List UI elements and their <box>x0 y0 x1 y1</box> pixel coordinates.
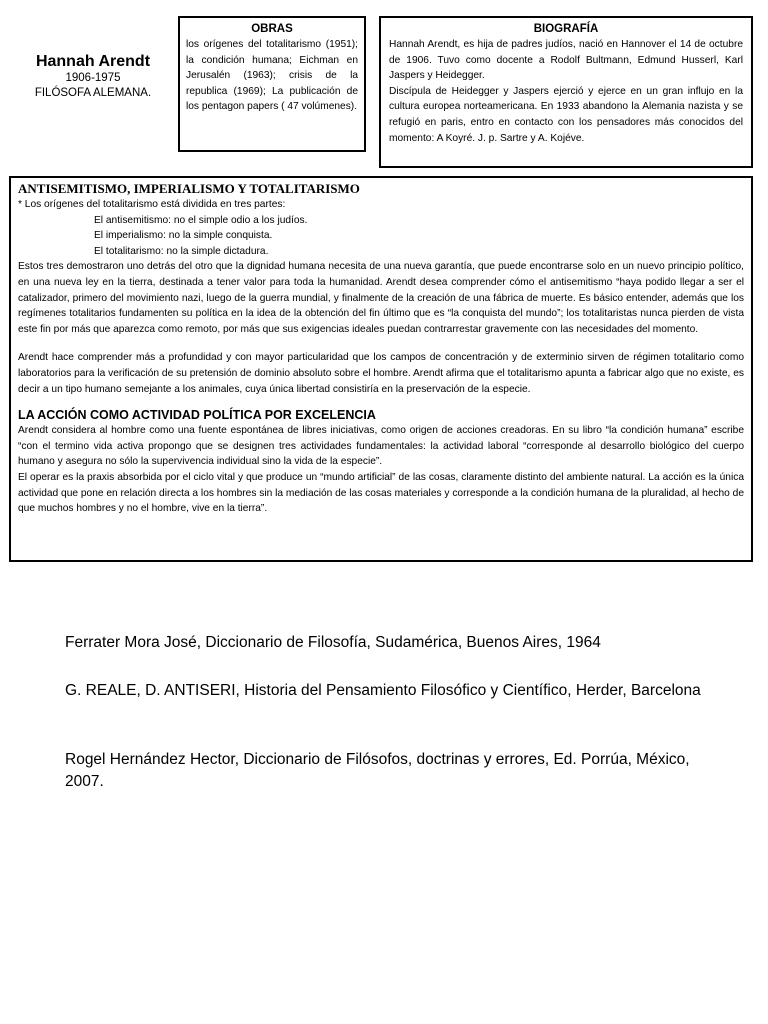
biografia-box <box>379 16 753 168</box>
reference-2: G. REALE, D. ANTISERI, Historia del Pensamiento Filosófico y Científico, Herder, Barcelona <box>65 682 701 699</box>
author-header <box>18 52 168 101</box>
subsection-title: LA ACCIÓN COMO ACTIVIDAD POLÍTICA POR EXCELENCIA <box>18 408 376 423</box>
author-role: FILÓSOFA ALEMANA. <box>34 87 152 99</box>
author-years: 1906-1975 <box>65 72 121 84</box>
biografia-paragraph-1: Hannah Arendt, es hija de padres judíos, nació en Hannover el 14 de octubre de 1906. Tuvo como docente a Rodolf Bultmann, Edmund Husserl, Karl Jaspers y Heidegger. <box>389 39 743 82</box>
intro-line: * Los orígenes del totalitarismo está dividida en tres partes: <box>18 199 286 210</box>
obras-title: OBRAS <box>251 23 293 35</box>
main-content-box <box>9 176 753 562</box>
part-item-totalitarismo: El totalitarismo: no la simple dictadura. <box>94 245 269 257</box>
paragraph-3: Arendt considera al hombre como una fuente espontánea de libres iniciativas, como origen de acciones creadoras. En su libro “la condición humana” escribe “con el termino vida activa propongo que se designen tres actividades fundamentales: la actividad laboral “corresponde al desarrollo biológico del cuerpo humano y asegura no sólo la supervivencia individual sino la vida de la especie”. <box>18 425 744 468</box>
biografia-title: BIOGRAFÍA <box>533 23 599 35</box>
section-title: ANTISEMITISMO, IMPERIALISMO Y TOTALITARISMO <box>18 181 360 196</box>
biografia-paragraph-2: Discípula de Heidegger y Jaspers ejerció y ejerce en un gran influjo en la cultura europea norteamericana. En 1933 abandono la Alemania nazista y se refugió en paris, entro en contacto con los pensadores más conocidos del momento: A Koyré. J. p. Sartre y A. Kojéve. <box>389 85 743 144</box>
obras-text: los orígenes del totalitarismo (1951); la condición humana; Eichman en Jerusalén (1963); crisis de la republica (1969); La publicación de los pentagon papers ( 47 volúmenes). <box>186 39 358 113</box>
reference-1: Ferrater Mora José, Diccionario de Filosofía, Sudamérica, Buenos Aires, 1964 <box>65 634 601 651</box>
obras-box <box>178 16 366 152</box>
part-item-imperialismo: El imperialismo: no la simple conquista. <box>94 230 273 242</box>
author-name: Hannah Arendt <box>35 53 151 70</box>
paragraph-2: Arendt hace comprender más a profundidad y con mayor particularidad que los campos de concentración y de exterminio sirven de régimen totalitario como laboratorios para la verificación de su pretensión de dominio absoluto sobre el hombre. Arendt afirma que el totalitarismo apunta a fabricar algo que no existe, es decir a un tipo humano semejante a los animales, cuya única libertad consistiría en la preservación de la especie. <box>18 352 744 395</box>
paragraph-4: El operar es la praxis absorbida por el ciclo vital y que produce un “mundo artificial” de las cosas, claramente distinto del ambiente natural. La acción es la única actividad que pone en relación directa a los hombres sin la mediación de las cosas materiales y corresponde a la condición humana de la pluralidad, al hecho de que muchos hombres y no el hombre, vive en la tierra”. <box>18 471 745 515</box>
reference-3: Rogel Hernández Hector, Diccionario de Filósofos, doctrinas y errores, Ed. Porrúa, México, 2007. <box>65 751 690 790</box>
paragraph-1: Estos tres demostraron uno detrás del otro que la dignidad humana necesita de una nueva garantía, que puede encontrarse solo en un nuevo principio político, en una nueva ley en la tierra, destinada a tener valor para toda la humanidad. Arendt desea comprender cómo el antisemitismo “haya podido llegar a ser el catalizador, primero del movimiento nazi, luego de la guerra mundial, y finalmente de la creación de una fábrica de muerte. Es básico entender, además que los regímenes totalitarios fundamenten su política en la idea de la obtención del fin último que es “la conquista del mundo”; los totalitaristas nunca pierden de vista este fin por más que aparezca como remoto, por más que sus exigencias ideales puedan contrarrestar gravemente con las necesidades del momento. <box>18 261 744 335</box>
part-item-antisemitismo: El antisemitismo: no el simple odio a los judíos. <box>94 214 308 226</box>
